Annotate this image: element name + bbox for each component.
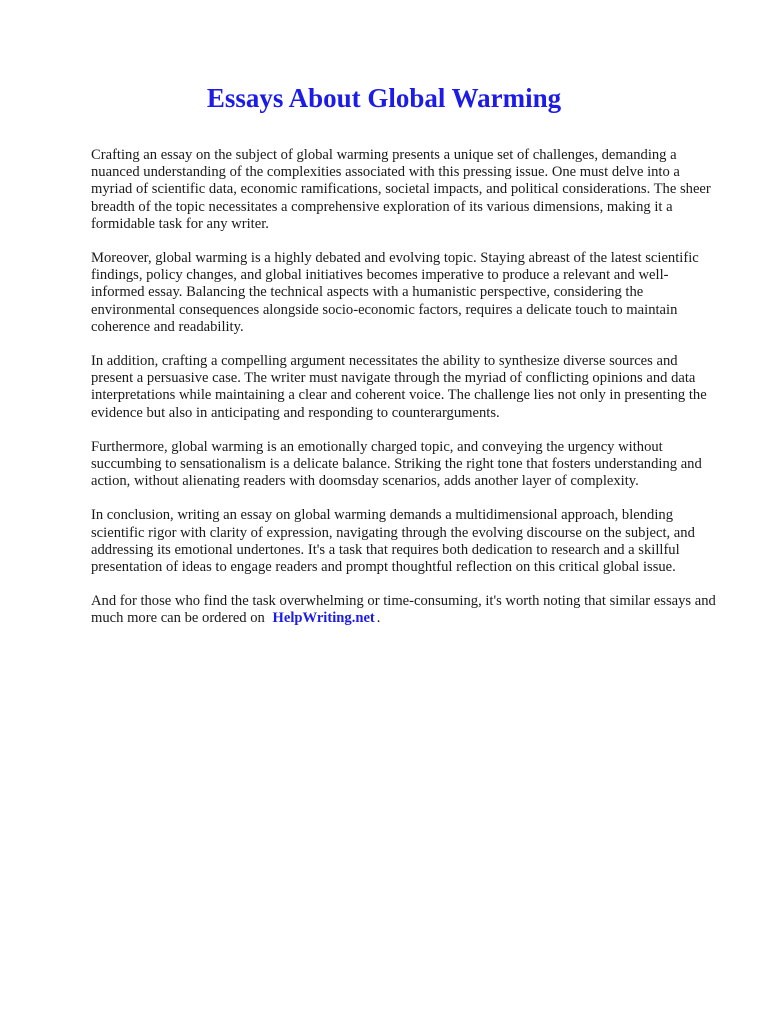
closing-text: And for those who find the task overwhelming or time-consuming, it's worth noting that similar essays and much more can be ordered on: [91, 593, 716, 627]
helpwriting-link[interactable]: HelpWriting.net: [272, 610, 375, 627]
paragraph-4: Furthermore, global warming is an emotionally charged topic, and conveying the urgency without succumbing to sensationalism is a delicate balance. Striking the right tone that fosters understanding and action, without alienating readers with doomsday scenarios, adds another layer of complexity.: [91, 438, 702, 490]
paragraph-1: Crafting an essay on the subject of global warming presents a unique set of challenges, demanding a nuanced understanding of the complexities associated with this pressing issue. One must delve into a myriad of scientific data, economic ramifications, societal impacts, and political considerations. The sheer breadth of the topic necessitates a comprehensive exploration of its various dimensions, making it a formidable task for any writer.: [91, 147, 711, 232]
closing-period: .: [376, 610, 381, 627]
paragraph-5: In conclusion, writing an essay on global warming demands a multidimensional approach, blending scientific rigor with clarity of expression, navigating through the evolving discourse on the subject, and addressing its emotional undertones. It's a task that requires both dedication to research and a skillful presentation of ideas to engage readers and prompt thoughtful reflection on this critical global issue.: [91, 507, 695, 576]
document-title: Essays About Global Warming: [206, 83, 562, 113]
paragraph-3: In addition, crafting a compelling argument necessitates the ability to synthesize diverse sources and present a persuasive case. The writer must navigate through the myriad of conflicting opinions and data interpretations while maintaining a clear and coherent voice. The challenge lies not only in presenting the evidence but also in anticipating and responding to counterarguments.: [91, 353, 707, 421]
closing-paragraph: [91, 593, 716, 627]
paragraph-2: Moreover, global warming is a highly debated and evolving topic. Staying abreast of the latest scientific findings, policy changes, and global initiatives becomes imperative to produce a relevant and well-informed essay. Balancing the technical aspects with a humanistic perspective, considering the environmental consequences alongside socio-economic factors, requires a delicate touch to maintain coherence and readability.: [91, 250, 699, 335]
document-body: [91, 147, 716, 628]
